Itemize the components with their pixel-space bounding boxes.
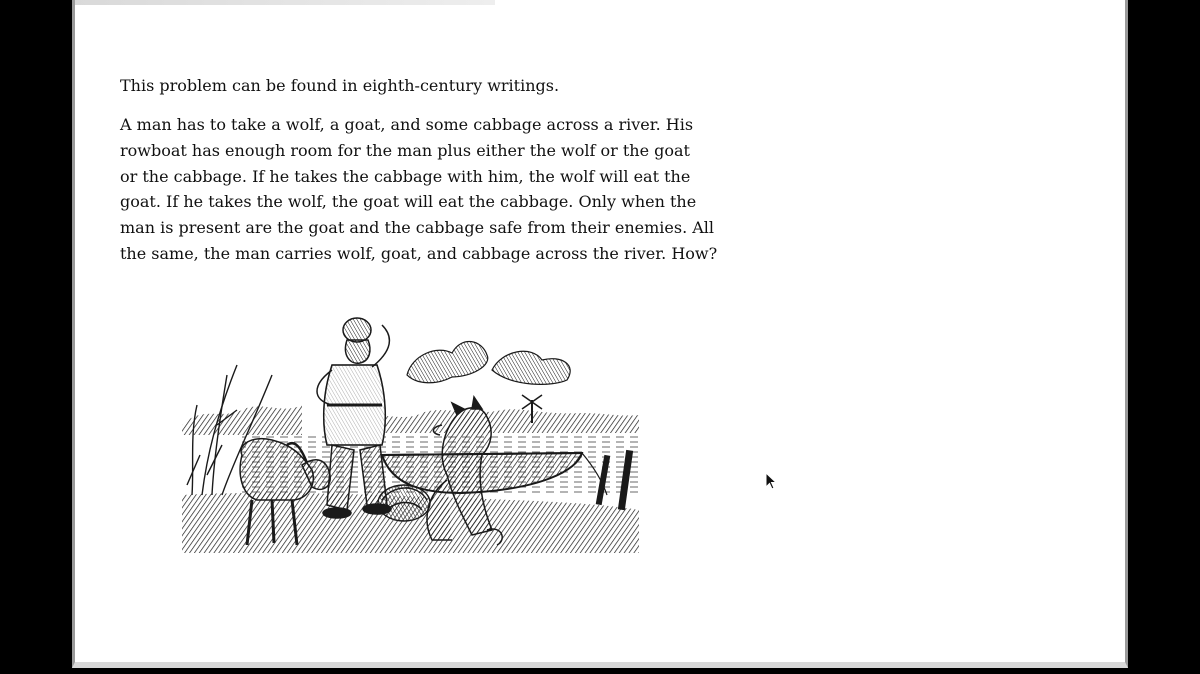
treeline [182,395,639,435]
wolf-goat-cabbage-illustration [182,305,639,553]
problem-paragraph [120,112,720,267]
clouds [407,341,570,384]
problem-line: the same, the man carries wolf, goat, and cabbage across the river. How? [120,243,718,263]
mouse-pointer-icon [765,472,777,490]
document-page [72,0,1128,668]
cabbage-figure [378,485,430,521]
problem-line: A man has to take a wolf, a goat, and some cabbage across a river. His [120,115,694,134]
problem-line: man is present are the goat and the cabbage safe from their enemies. All [120,218,715,238]
intro-paragraph: This problem can be found in eighth-century writings. [120,76,560,95]
problem-line: rowboat has enough room for the man plus either the wolf or the goat [120,140,690,160]
document-text [120,74,720,267]
problem-line: or the cabbage. If he takes the cabbage with him, the wolf will eat the [120,166,691,186]
page-top-strip [75,0,495,5]
problem-line: goat. If he takes the wolf, the goat will eat the cabbage. Only when the [120,192,697,212]
